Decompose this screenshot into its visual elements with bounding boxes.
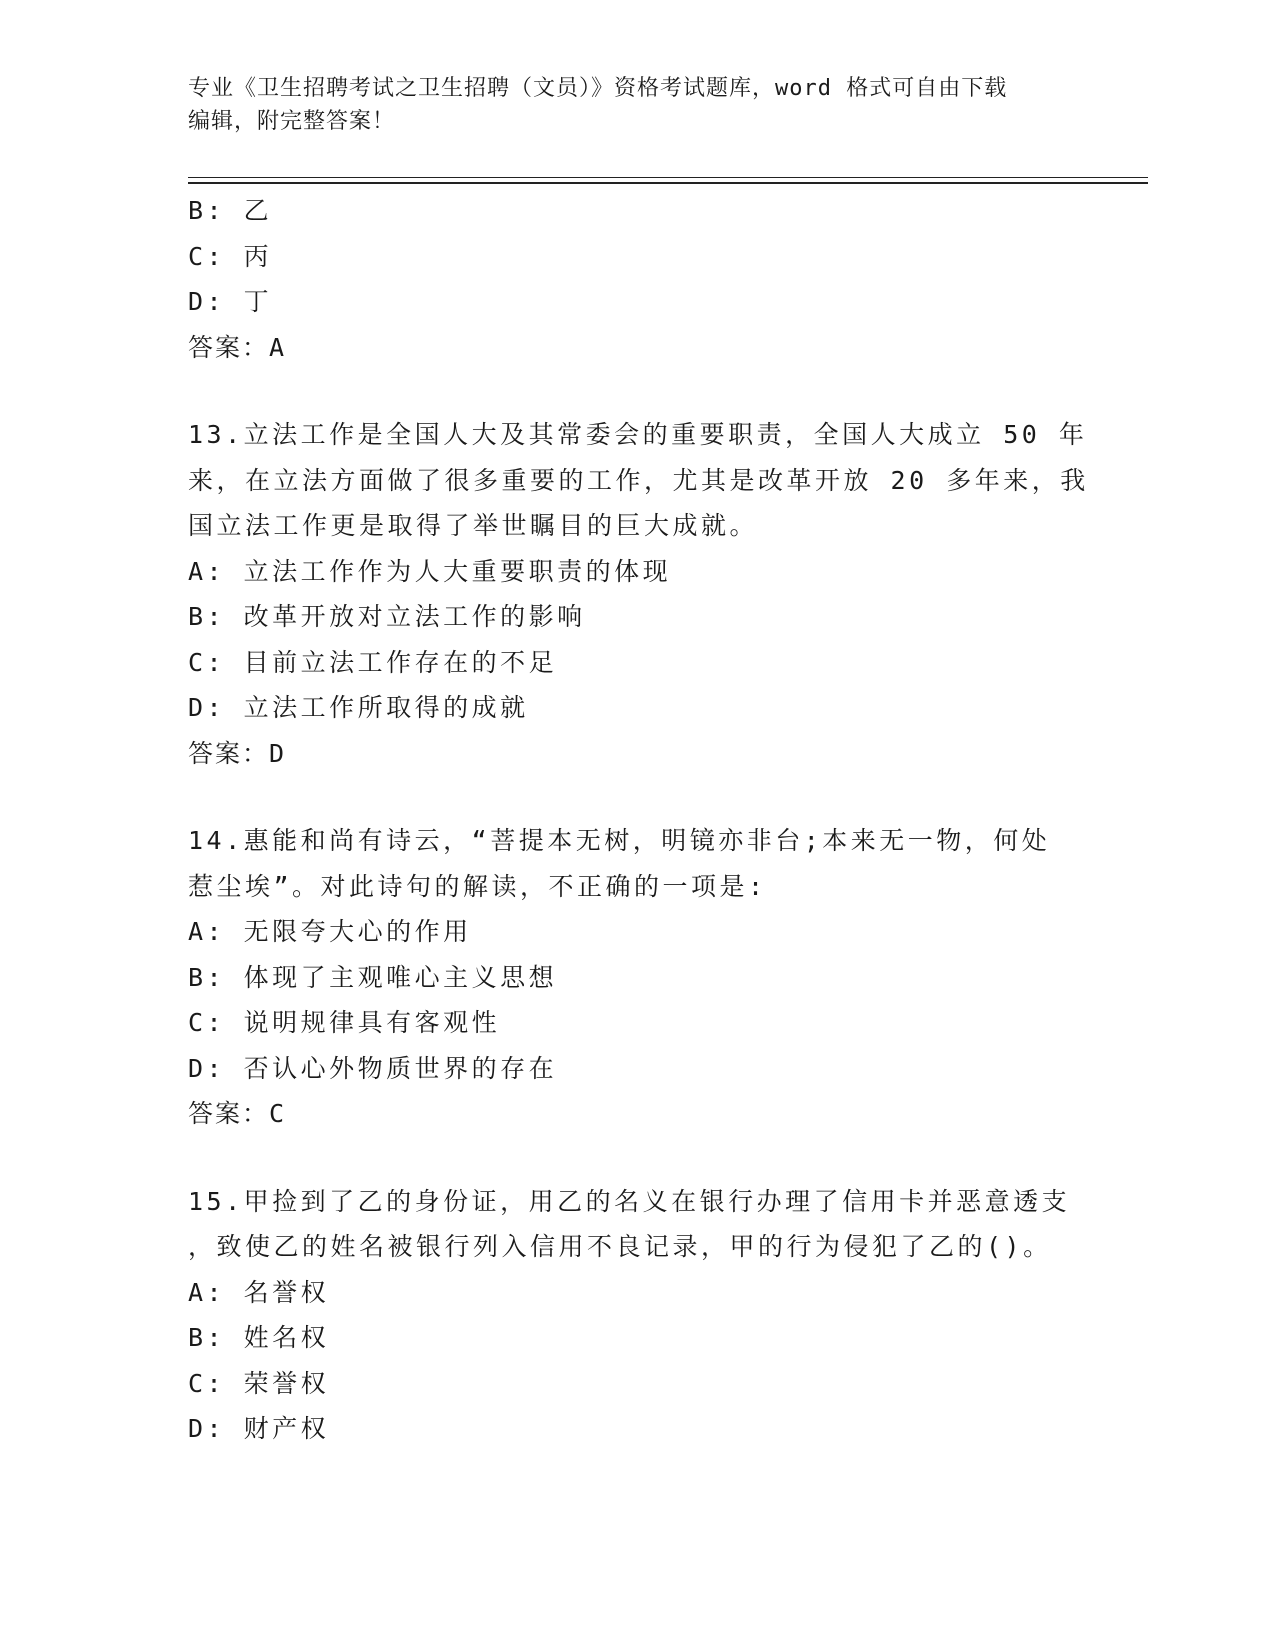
question-list [188,188,1088,1452]
header-line-1: 专业《卫生招聘考试之卫生招聘（文员）》资格考试题库，word 格式可自由下载 [188,76,1008,101]
option-d: D: 财产权 [188,1414,330,1443]
option-b: B: 体现了主观唯心主义思想 [188,962,558,992]
header-line-2: 编辑，附完整答案！ [188,109,396,134]
option-a: A: 立法工作作为人大重要职责的体现 [188,556,672,586]
document-header [188,72,1088,138]
option-d: D: 立法工作所取得的成就 [188,693,529,722]
question-text-line: 15.甲捡到了乙的身份证，用乙的名义在银行办理了信用卡并恶意透支 [188,1186,1071,1216]
option-b: B: 乙 [188,196,273,225]
option-d: D: 丁 [188,287,273,316]
option-c: C: 丙 [188,241,273,271]
question-text-line: 惹尘埃”。对此诗句的解读，不正确的一项是: [188,871,767,901]
question-text [188,1179,1088,1270]
option-d: D: 否认心外物质世界的存在 [188,1053,558,1083]
spacer [188,1137,1088,1179]
answer-line: 答案：C [188,1099,287,1128]
option-c: C: 说明规律具有客观性 [188,1008,501,1037]
option-c: C: 目前立法工作存在的不足 [188,647,558,677]
question-15 [188,1179,1088,1452]
question-14 [188,818,1088,1137]
question-text-line: 14.惠能和尚有诗云，“菩提本无树，明镜亦非台;本来无一物，何处 [188,826,1051,855]
header-divider-thin [188,177,1148,178]
question-text-line: ，致使乙的姓名被银行列入信用不良记录，甲的行为侵犯了乙的()。 [188,1232,1052,1261]
question-text-line: 来，在立法方面做了很多重要的工作，尤其是改革开放 20 多年来，我 [188,465,1089,495]
question-13 [188,412,1088,776]
spacer [188,776,1088,818]
option-b: B: 姓名权 [188,1323,330,1352]
option-a: A: 名誉权 [188,1277,330,1307]
option-b: B: 改革开放对立法工作的影响 [188,602,586,631]
spacer [188,370,1088,412]
option-c: C: 荣誉权 [188,1368,330,1398]
question-12-tail [188,188,1088,370]
header-divider-thick [188,182,1148,184]
question-text [188,818,1088,909]
answer-line: 答案：A [188,332,287,362]
question-text-line: 国立法工作更是取得了举世瞩目的巨大成就。 [188,511,759,540]
option-a: A: 无限夸大心的作用 [188,917,472,946]
answer-line: 答案：D [188,738,287,768]
question-text-line: 13.立法工作是全国人大及其常委会的重要职责，全国人大成立 50 年 [188,420,1088,449]
question-text [188,412,1088,549]
